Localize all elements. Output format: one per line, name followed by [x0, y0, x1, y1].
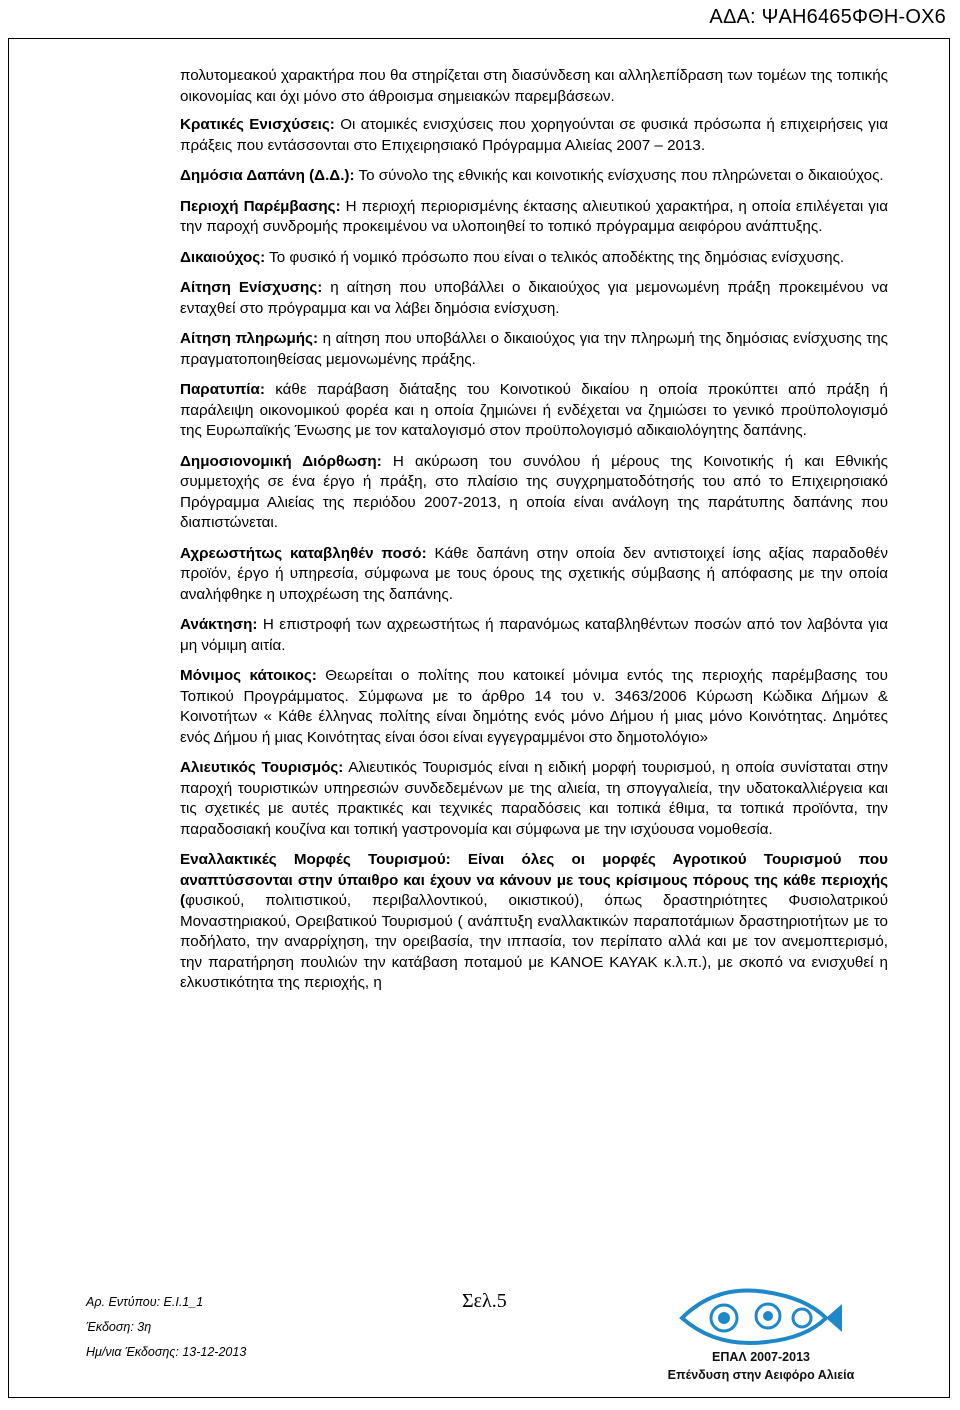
footer-document-info	[86, 1290, 246, 1365]
definition-aid-application	[180, 278, 888, 319]
term: Κρατικές Ενισχύσεις:	[180, 116, 335, 133]
definition-intervention-area	[180, 197, 888, 238]
definition-text: η αίτηση που υποβάλλει ο δικαιούχος για την πληρωμή της δημόσιας ενίσχυσης της πραγματοποιηθείσας μεμονωμένης πράξης.	[180, 330, 888, 368]
definition-text: κάθε παράβαση διάταξης του Κοινοτικού δικαίου η οποία προκύπτει από πράξη ή παράλειψη οικονομικού φορέα και η οποία ζημιώνει ή ενδέχεται να ζημιώσει το γενικό προϋπολογισμό της Ευρωπαϊκής Ένωσης με τον καταλογισμό στον προϋπολογισμό αδικαιολόγητης δαπάνης.	[180, 381, 888, 439]
term: Περιοχή Παρέμβασης:	[180, 197, 341, 215]
form-number: Αρ. Εντύπου: Ε.Ι.1_1	[86, 1295, 204, 1309]
definition-text: Η περιοχή περιορισμένης έκτασης αλιευτικού χαρακτήρα, η οποία επιλέγεται για την παροχή συνδρομής προκειμένου να υλοποιηθεί το τοπικό πρόγραμμα αειφόρου ανάπτυξης.	[180, 197, 888, 235]
term: Δικαιούχος:	[180, 248, 266, 266]
page-number: Σελ.5	[462, 1290, 507, 1312]
definition-financial-correction	[180, 452, 888, 534]
term: Παρατυπία:	[180, 381, 265, 398]
definition-recovery	[180, 615, 888, 656]
definition-text: Οι ατομικές ενισχύσεις που χορηγούνται σε φυσικά πρόσωπα ή επιχειρήσεις για πράξεις που εντάσσονται στο Επιχειρησιακό Πρόγραμμα Αλιείας 2007 – 2013.	[180, 116, 888, 154]
term: Ανάκτηση:	[180, 616, 258, 633]
edition-date: Ημ/νια Έκδοσης: 13-12-2013	[86, 1345, 247, 1359]
definition-text: η αίτηση που υποβάλλει ο δικαιούχος για μεμονωμένη πράξη προκειμένου να ενταχθεί στο πρόγραμμα και να λάβει δημόσια ενίσχυση.	[180, 279, 888, 317]
document-body	[180, 66, 888, 1004]
epal-logo	[667, 1278, 855, 1390]
term: Εναλλακτικές Μορφές Τουρισμού: Είναι όλες οι μορφές Αγροτικού Τουρισμού που αναπτύσσονται στην ύπαιθρο και έχουν να κάνουν με τους κρίσιμους πόρους της κάθε περιοχής (	[180, 851, 888, 909]
definition-public-expenditure	[180, 166, 888, 187]
definition-irregularity	[180, 380, 888, 442]
definition-text: Το φυσικό ή νομικό πρόσωπο που είναι ο τελικός αποδέκτης της δημόσιας ενίσχυσης.	[265, 248, 845, 266]
term: Αίτηση Ενίσχυσης:	[180, 279, 323, 296]
term: Αχρεωστήτως καταβληθέν ποσό:	[180, 544, 427, 562]
ada-code: ΑΔΑ: ΨΑΗ6465ΦΘΗ-ΟΧ6	[709, 6, 946, 28]
logo-subtitle: Επένδυση στην Αειφόρο Αλιεία	[667, 1368, 855, 1382]
definition-text: φυσικού, πολιτιστικού, περιβαλλοντικού, οικιστικού), όπως δραστηριότητες Φυσιολατρικού Μοναστηριακού, Ορειβατικού Τουρισμού ( ανάπτυξη εναλλακτικών παραποτάμιων δραστηριοτήτων με το ποδήλατο, την αναρρίχηση, την ορειβασία, την ιππασία, τον περίπατο αλλά και με τον ανεμοπτερισμό, την παρατήρηση πουλιών την κατάβαση ποταμού με KANOE KAYAK κ.λ.π.), με σκοπό να ενισχυθεί η ελκυστικότητα της περιοχής, η	[180, 892, 888, 991]
definition-text: Αλιευτικός Τουρισμός είναι η ειδική μορφή τουρισμού, η οποία συνίσταται στην παροχή τουριστικών υπηρεσιών συνδεδεμένων με της αλιεία, τη σπογγαλιεία, την υδατοκαλλιέργεια και τις σχετικές με αυτές πρακτικές και τεχνικές παραδόσεις και τοπικά έθιμα, τα τοπικά προϊόντα, την παραδοσιακή κουζίνα και τοπική γαστρονομία και σύμφωνα με την ισχύουσα νομοθεσία.	[180, 759, 888, 838]
term: Αίτηση πληρωμής:	[180, 330, 319, 347]
paragraph-continuation: πολυτομεακού χαρακτήρα που θα στηρίζεται στη διασύνδεση και αλληλεπίδραση των τομέων της τοπικής οικονομίας και όχι μόνο στο άθροισμα σημειακών παρεμβάσεων.	[180, 67, 888, 105]
term: Δημοσιονομική Διόρθωση:	[180, 452, 382, 470]
logo-title: ΕΠΑΛ 2007-2013	[712, 1350, 810, 1364]
definition-permanent-resident	[180, 666, 888, 748]
term: Αλιευτικός Τουρισμός:	[180, 759, 344, 776]
fish-icon	[676, 1278, 846, 1350]
definition-alternative-tourism	[180, 850, 888, 994]
definition-unduly-paid	[180, 544, 888, 606]
definition-text: Το σύνολο της εθνικής και κοινοτικής ενίσχυσης που πληρώνεται ο δικαιούχος.	[354, 167, 884, 184]
definition-fishing-tourism	[180, 758, 888, 840]
edition-number: Έκδοση: 3η	[86, 1320, 152, 1334]
definition-text: Θεωρείται ο πολίτης που κατοικεί μόνιμα εντός της περιοχής παρέμβασης του Τοπικού Προγράμματος. Σύμφωνα με το άρθρο 14 του ν. 3463/2006 Κύρωση Κώδικα Δήμων & Κοινοτήτων « Κάθε έλληνας πολίτης είναι δημότης ενός μόνο Δήμου ή μιας μόνο Κοινότητας. Δημότες ενός Δήμου ή μιας Κοινότητας είναι όσοι είναι εγγεγραμμένοι στο δημοτολόγιο»	[180, 667, 888, 746]
definition-text: Η επιστροφή των αχρεωστήτως ή παρανόμως καταβληθέντων ποσών από τον λαβόντα για μη νόμιμη αιτία.	[180, 616, 888, 654]
definition-text: Κάθε δαπάνη στην οποία δεν αντιστοιχεί ίσης αξίας παραδοθέν προϊόν, έργο ή υπηρεσία, σύμφωνα με τους όρους της σχετικής σύμβασης ή απόφασης με την οποία αναλήφθηκε η υποχρέωση της δαπάνης.	[180, 544, 889, 603]
term: Μόνιμος κάτοικος:	[180, 667, 317, 684]
definition-text: Η ακύρωση του συνόλου ή μέρους της Κοινοτικής ή και Εθνικής συμμετοχής σε ένα έργο ή πράξη, στο πλαίσιο της συγχρηματοδότησής του από το Επιχειρησιακό Πρόγραμμα Αλιείας της περιόδου 2007-2013, η οποία είναι ανάλογη της παράτυπης δαπάνης που διαπιστώνεται.	[180, 452, 888, 531]
definition-beneficiary	[180, 248, 888, 269]
definition-state-aid	[180, 115, 888, 156]
definition-payment-application	[180, 329, 888, 370]
term: Δημόσια Δαπάνη (Δ.Δ.):	[180, 167, 355, 184]
